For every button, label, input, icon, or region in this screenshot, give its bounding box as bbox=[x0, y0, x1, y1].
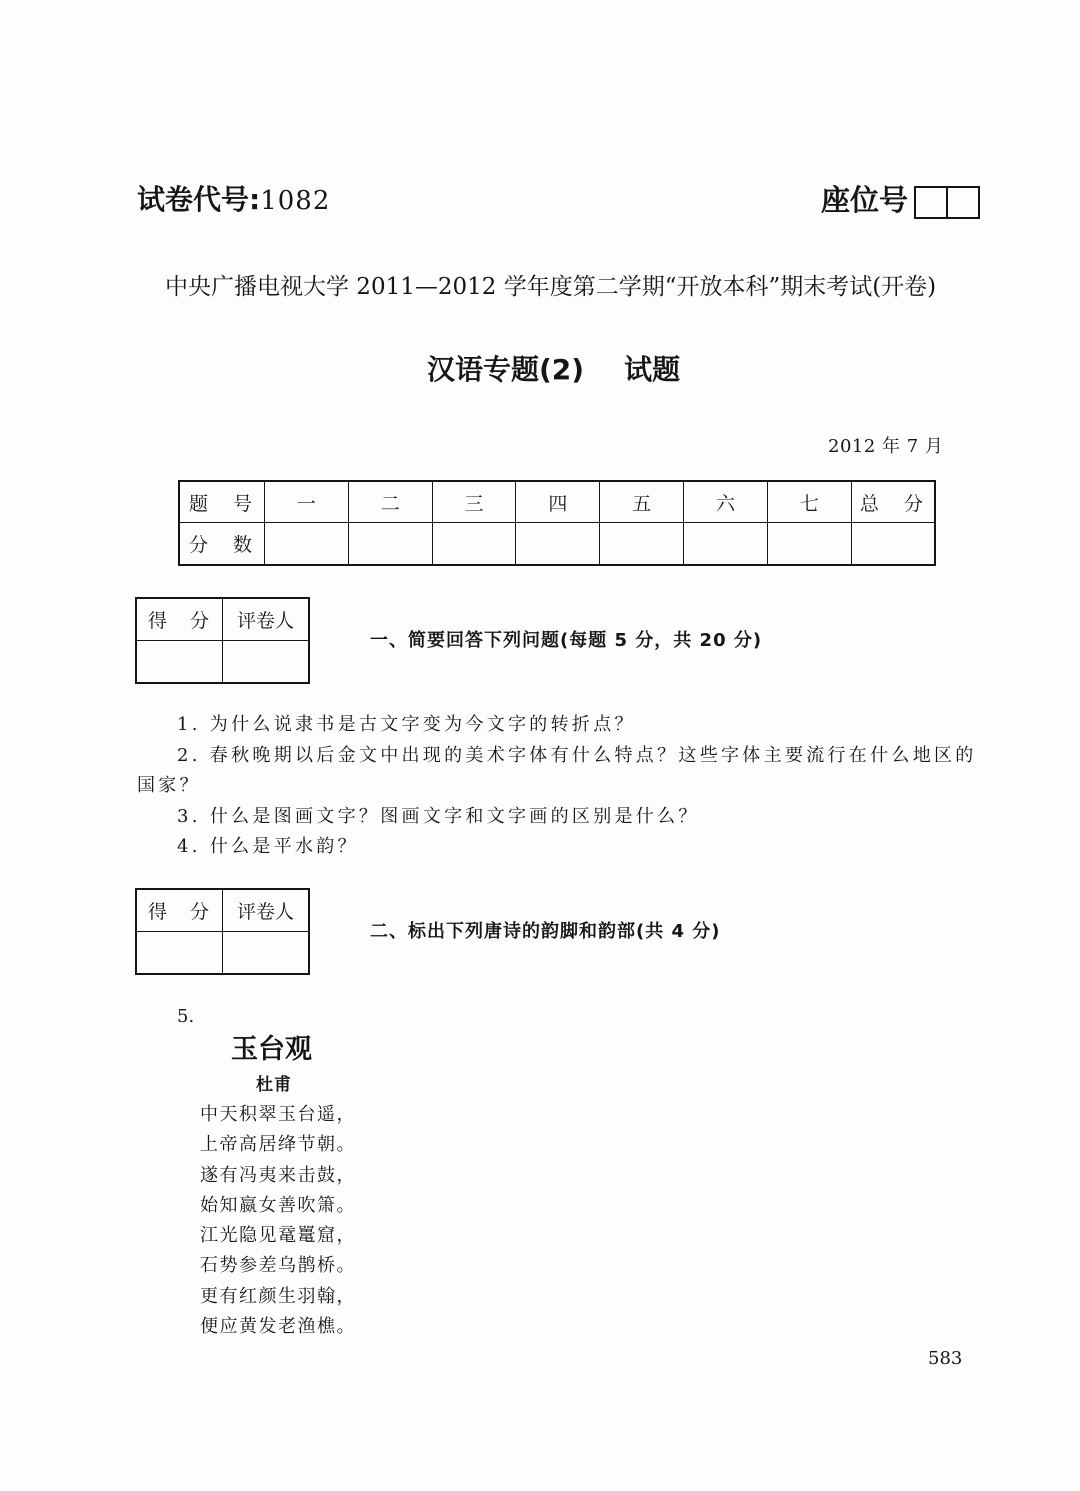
question-line: 2. 春秋晚期以后金文中出现的美术字体有什么特点？这些字体主要流行在什么地区的 bbox=[177, 744, 977, 766]
title-suffix: 试题 bbox=[624, 353, 681, 386]
score-cell bbox=[516, 523, 600, 566]
page-number: 583 bbox=[928, 1348, 963, 1369]
poem-line: 中天积翠玉台遥， bbox=[200, 1104, 356, 1125]
question-number: 5. bbox=[177, 1006, 195, 1027]
exam-institution-line: 中央广播电视大学 2011—2012 学年度第二学期“开放本科”期末考试(开卷) bbox=[165, 274, 937, 300]
score-summary-table-body bbox=[179, 481, 935, 565]
score-cell bbox=[600, 523, 684, 566]
score-cell-total bbox=[851, 523, 935, 566]
course-title: 汉语专题(2) bbox=[427, 353, 585, 386]
question-list bbox=[137, 710, 977, 863]
seat-number-box bbox=[916, 188, 946, 217]
grader-entry-cell bbox=[223, 641, 310, 684]
poem-author: 杜甫 bbox=[256, 1075, 292, 1095]
table-row-question-numbers bbox=[179, 481, 935, 523]
exam-date: 2012 年 7 月 bbox=[828, 436, 944, 457]
table-row bbox=[136, 889, 309, 932]
column-header: 四 bbox=[516, 481, 600, 523]
score-summary-table bbox=[178, 480, 936, 566]
poem-line: 江光隐见鼋鼍窟， bbox=[200, 1225, 356, 1247]
section-heading: 一、简要回答下列问题(每题 5 分，共 20 分) bbox=[370, 630, 763, 651]
poem-body bbox=[200, 1100, 356, 1342]
grader-box-body bbox=[136, 598, 309, 683]
grader-label: 评卷人 bbox=[223, 889, 310, 932]
seat-number-label: 座位号 bbox=[821, 183, 909, 217]
table-row bbox=[136, 598, 309, 641]
poem-line: 便应黄发老渔樵。 bbox=[200, 1316, 356, 1338]
poem-line: 遂有冯夷来击鼓， bbox=[200, 1164, 356, 1186]
poem-line: 始知嬴女善吹箫。 bbox=[200, 1194, 356, 1216]
question-line: 1. 为什么说隶书是古文字变为今文字的转折点？ bbox=[177, 714, 636, 735]
column-header: 二 bbox=[348, 481, 432, 523]
table-row bbox=[136, 641, 309, 684]
grader-label: 评卷人 bbox=[223, 598, 310, 641]
grader-box bbox=[135, 597, 310, 684]
paper-code bbox=[137, 181, 330, 220]
score-entry-cell bbox=[136, 932, 223, 975]
exam-title bbox=[427, 351, 680, 389]
poem-line: 更有红颜生羽翰， bbox=[200, 1285, 356, 1307]
score-cell bbox=[265, 523, 349, 566]
poem-title: 玉台观 bbox=[231, 1034, 312, 1065]
seat-number-boxes bbox=[914, 186, 980, 219]
column-header: 三 bbox=[432, 481, 516, 523]
score-cell bbox=[684, 523, 768, 566]
row-label-score: 分 数 bbox=[179, 523, 265, 566]
column-header: 一 bbox=[265, 481, 349, 523]
question-line: 3. 什么是图画文字？图画文字和文字画的区别是什么？ bbox=[177, 805, 700, 827]
section-heading: 二、标出下列唐诗的韵脚和韵部(共 4 分) bbox=[370, 921, 721, 942]
column-header: 五 bbox=[600, 481, 684, 523]
poem-line: 石势参差乌鹊桥。 bbox=[200, 1255, 356, 1277]
score-label: 得 分 bbox=[136, 889, 223, 932]
question-line: 4. 什么是平水韵？ bbox=[177, 836, 359, 857]
question-line-continuation: 国家？ bbox=[137, 775, 201, 796]
score-cell bbox=[767, 523, 851, 566]
column-header: 六 bbox=[684, 481, 768, 523]
score-cell bbox=[348, 523, 432, 566]
score-cell bbox=[432, 523, 516, 566]
poem-line: 上帝高居绛节朝。 bbox=[200, 1134, 356, 1156]
table-row bbox=[136, 932, 309, 975]
paper-code-label: 试卷代号: bbox=[137, 183, 261, 216]
seat-number-box bbox=[946, 188, 978, 217]
score-label: 得 分 bbox=[136, 598, 223, 641]
grader-box bbox=[135, 888, 310, 975]
paper-code-value: 1082 bbox=[260, 186, 331, 216]
score-entry-cell bbox=[136, 641, 223, 684]
row-label-question-number: 题 号 bbox=[179, 481, 265, 523]
column-header: 七 bbox=[767, 481, 851, 523]
table-row-scores bbox=[179, 523, 935, 566]
grader-entry-cell bbox=[223, 932, 310, 975]
grader-box-body bbox=[136, 889, 309, 974]
column-header-total: 总 分 bbox=[851, 481, 935, 523]
